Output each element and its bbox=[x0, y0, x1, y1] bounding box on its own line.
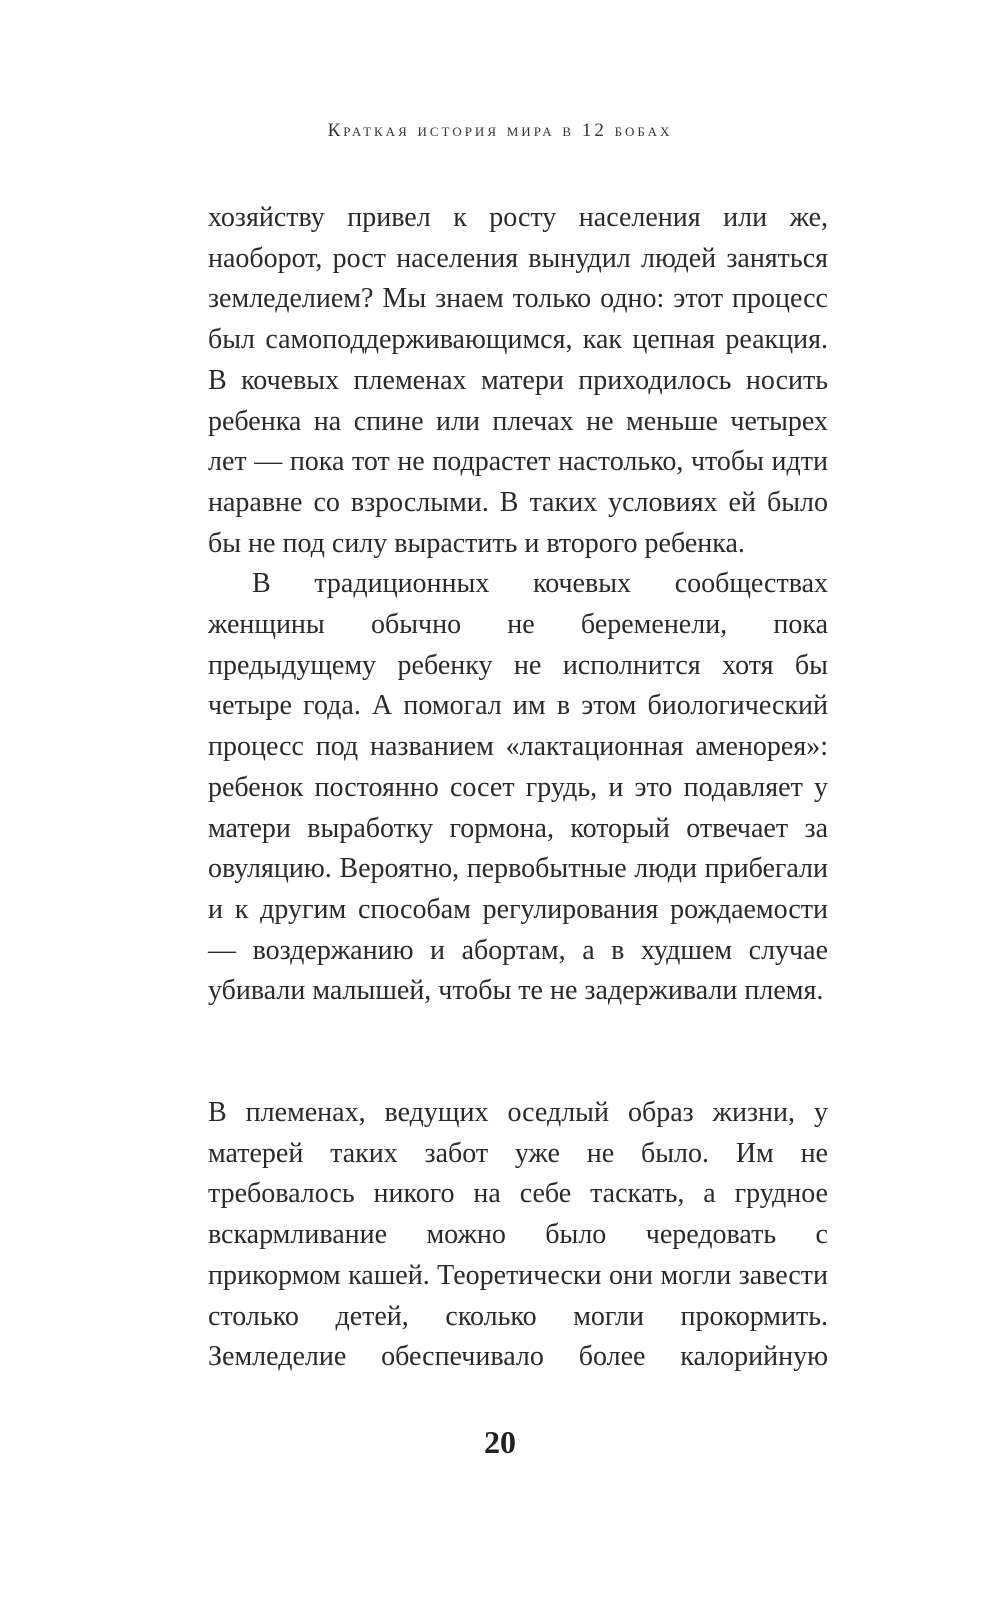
page-number: 20 bbox=[484, 1424, 516, 1460]
text-block-upper bbox=[208, 198, 828, 1012]
running-head: Краткая история мира в 12 бобах bbox=[327, 120, 673, 141]
paragraph: В племенах, ведущих оседлый образ жизни, у матерей таких забот уже не было. Им не требовалось никого на себе таскать, а грудное вскармливание можно было чередовать с прикормом кашей. Теоретически они могли завести столько детей, сколько могли прокормить. Земледелие обеспечивало более калорийную bbox=[208, 1097, 828, 1373]
text-block-lower bbox=[208, 1093, 828, 1378]
paragraph: хозяйству привел к росту населения или же, наоборот, рост населения вынудил людей заняться земледелием? Мы знаем только одно: этот процесс был самоподдерживающимся, как цепная реакция. В кочевых племенах матери приходилось носить ребенка на спине или плечах не меньше четырех лет — пока тот не подрастет настолько, чтобы идти наравне со взрослыми. В таких условиях ей было бы не под силу вырастить и второго ребенка. bbox=[208, 202, 828, 559]
paragraph: В традиционных кочевых сообществах женщины обычно не беременели, пока предыдущему ребенку не исполнится хотя бы четыре года. А помогал им в этом биологический процесс под названием «лактационная аменорея»: ребенок постоянно сосет грудь, и это подавляет у матери выработку гормона, который отвечает за овуляцию. Вероятно, первобытные люди прибегали и к другим способам регулирования рождаемости — воздержанию и абортам, а в худшем случае убивали малышей, чтобы те не задерживали племя. bbox=[208, 568, 828, 1007]
